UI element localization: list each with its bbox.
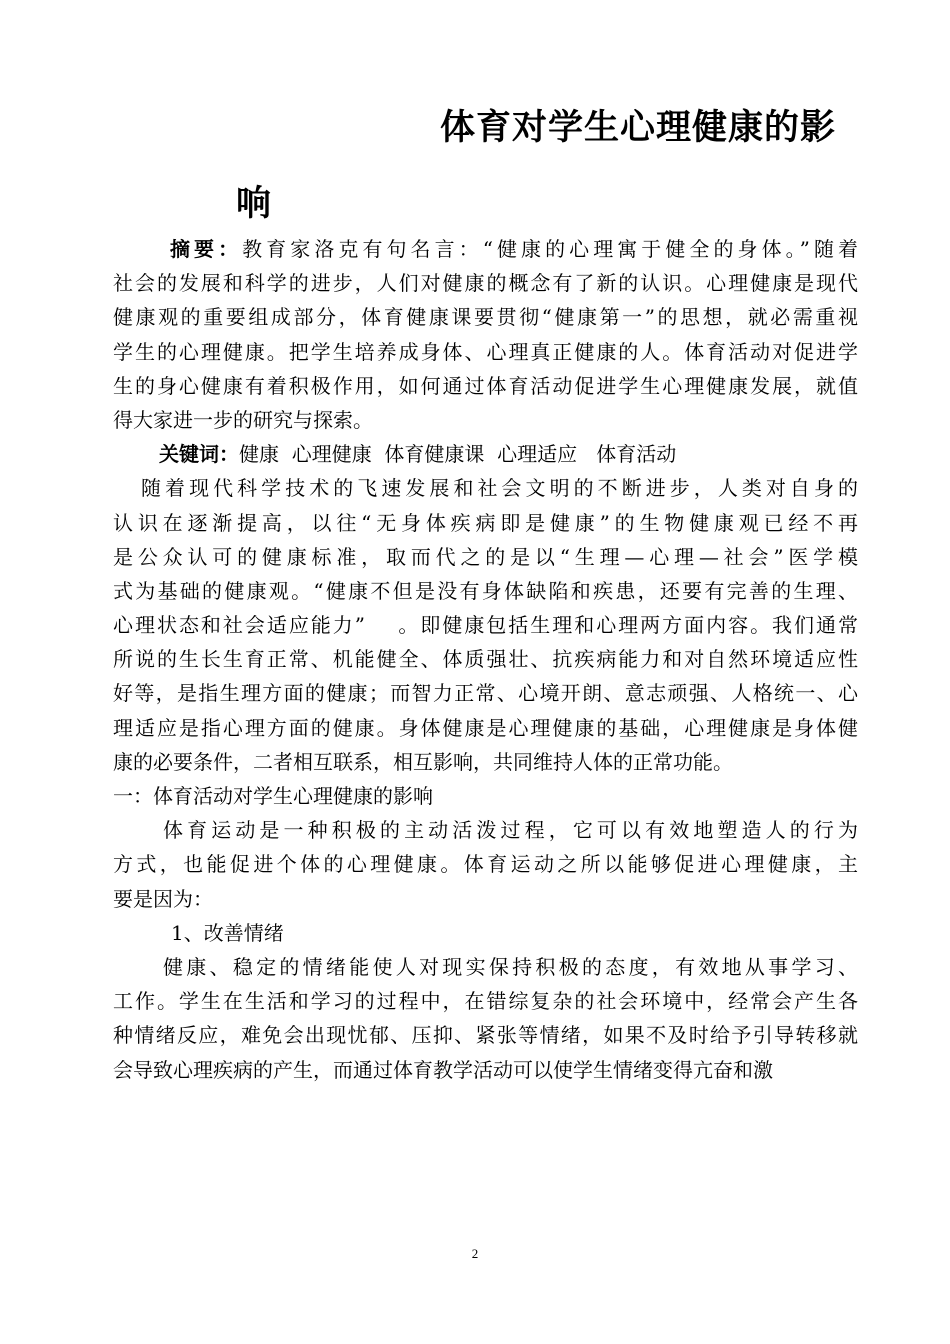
document-body: [113, 232, 858, 1087]
abstract-label: 摘要：: [170, 237, 243, 261]
intro-line: 好等，是指生理方面的健康；而智力正常、心境开朗、意志顽强、人格统一、心: [113, 681, 858, 706]
page-number: 2: [471, 1246, 479, 1261]
abstract-line: 学生的心理健康。把学生培养成身体、心理真正健康的人。体育活动对促进学: [113, 339, 858, 364]
intro-line: 式为基础的健康观。“健康不但是没有身体缺陷和疾患，还要有完善的生理、: [113, 578, 858, 603]
title-line-1: 体育对学生心理健康的影: [440, 108, 837, 148]
keywords-label: 关键词：: [159, 442, 239, 467]
abstract-text: 教育家洛克有句名言：“健康的心理寓于健全的身体。”随着: [242, 237, 859, 261]
section-heading: 一：体育活动对学生心理健康的影响: [113, 784, 433, 808]
intro-line: 心理状态和社会适应能力” 。即健康包括生理和心理两方面内容。我们通常: [113, 613, 858, 638]
keywords-text: 健康 心理健康 体育健康课 心理适应 体育活动: [239, 442, 677, 467]
intro-line: 所说的生长生育正常、机能健全、体质强壮、抗疾病能力和对自然环境适应性: [113, 647, 858, 672]
abstract-line: 生的身心健康有着积极作用，如何通过体育活动促进学生心理健康发展，就值: [113, 373, 858, 398]
abstract-line: 社会的发展和科学的进步，人们对健康的概念有了新的认识。心理健康是现代: [113, 271, 858, 296]
subsection-paragraph-line: 工作。学生在生活和学习的过程中，在错综复杂的社会环境中，经常会产生各: [113, 989, 858, 1014]
intro-line: 理适应是指心理方面的健康。身体健康是心理健康的基础，心理健康是身体健: [113, 715, 858, 740]
title-line-2: 响: [236, 184, 272, 224]
intro-line: 随着现代科学技术的飞速发展和社会文明的不断进步，人类对自身的: [141, 476, 858, 501]
section-paragraph-line: 要是因为：: [113, 886, 213, 911]
subsection-paragraph-line: 健康、稳定的情绪能使人对现实保持积极的态度，有效地从事学习、: [163, 954, 858, 979]
intro-line: 认识在逐渐提高，以往“无身体疾病即是健康”的生物健康观已经不再: [113, 510, 858, 535]
subsection-paragraph-line: 会导致心理疾病的产生，而通过体育教学活动可以使学生情绪变得亢奋和激: [113, 1057, 773, 1082]
subsection-heading: 1、改善情绪: [171, 920, 284, 945]
abstract-line: [113, 232, 858, 266]
abstract-line: 得大家进一步的研究与探索。: [113, 407, 373, 432]
intro-line: 康的必要条件，二者相互联系，相互影响，共同维持人体的正常功能。: [113, 749, 733, 774]
keywords-line: [113, 437, 858, 471]
intro-line: 是公众认可的健康标准，取而代之的是以“生理—心理—社会”医学模: [113, 544, 858, 569]
subsection-paragraph-line: 种情绪反应，难免会出现忧郁、压抑、紧张等情绪，如果不及时给予引导转移就: [113, 1023, 858, 1048]
section-paragraph-line: 方式，也能促进个体的心理健康。体育运动之所以能够促进心理健康，主: [113, 852, 858, 877]
section-paragraph-line: 体育运动是一种积极的主动活泼过程，它可以有效地塑造人的行为: [163, 818, 858, 843]
abstract-line: 健康观的重要组成部分，体育健康课要贯彻“健康第一”的思想，就必需重视: [113, 305, 858, 330]
